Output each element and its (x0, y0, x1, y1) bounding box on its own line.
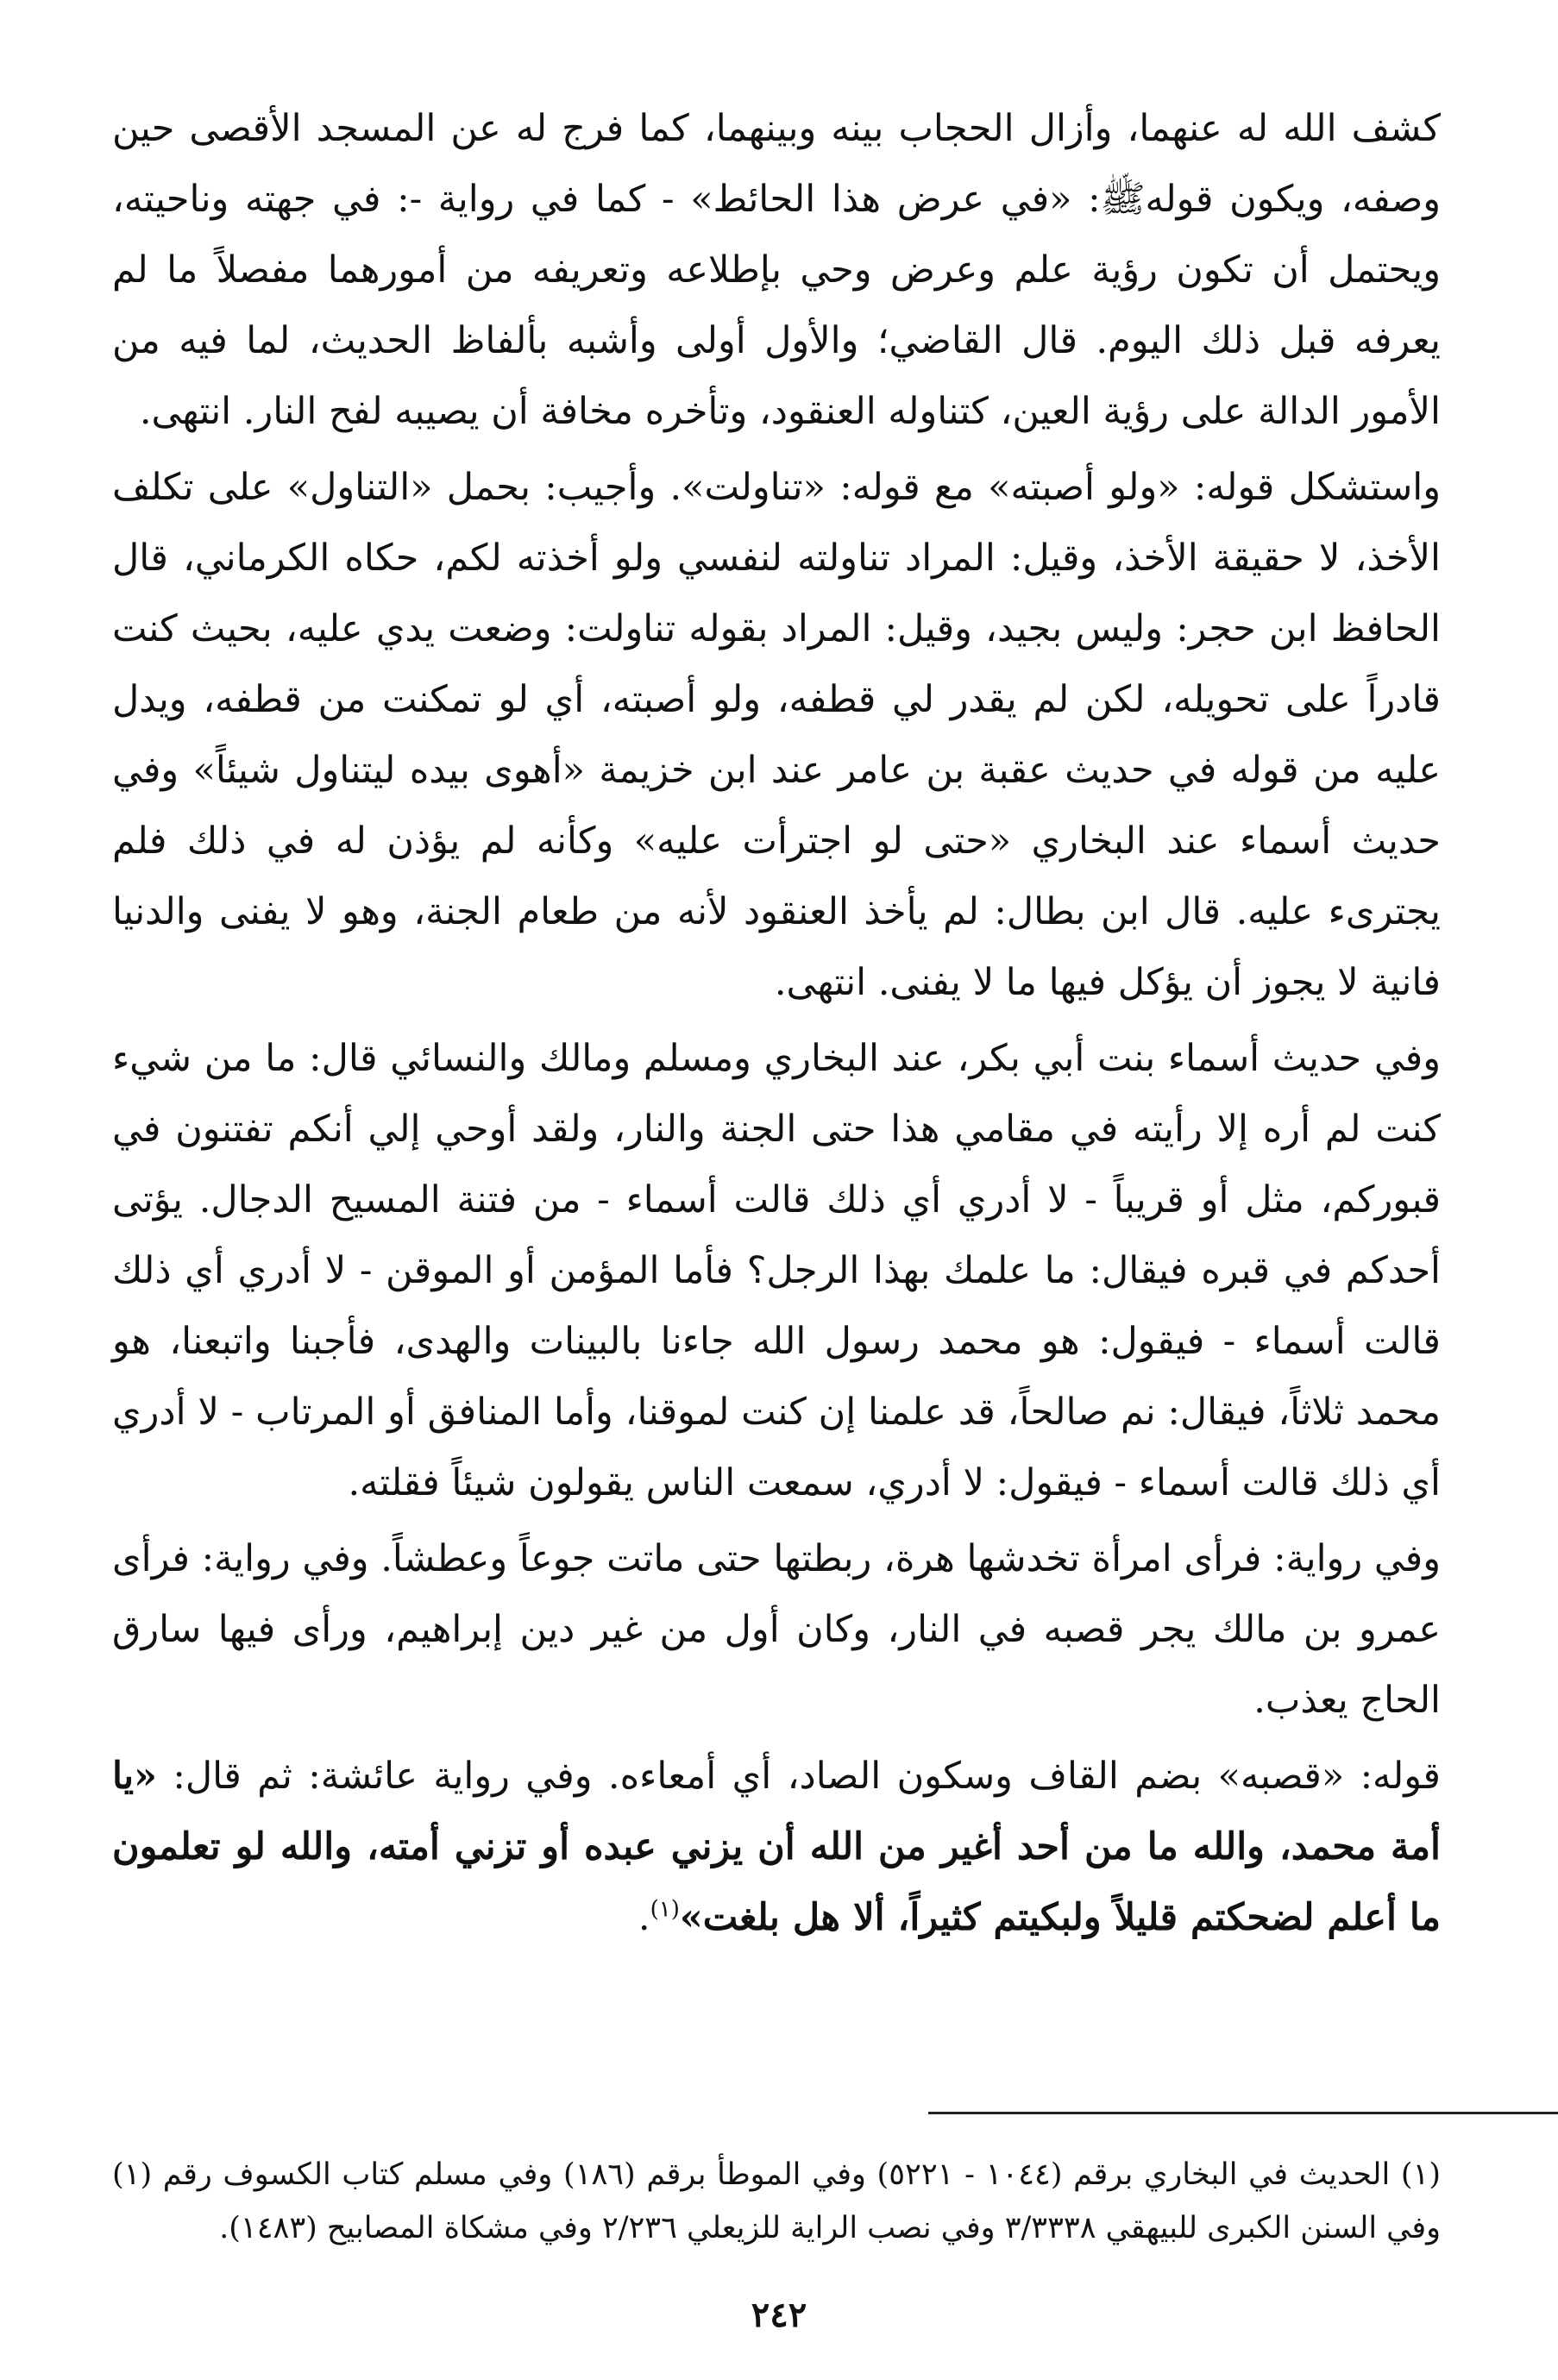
paragraph-5 (112, 1741, 1441, 1953)
paragraph-3: وفي حديث أسماء بنت أبي بكر، عند البخاري ومسلم ومالك والنسائي قال: ما من شيء كنت لم أره إلا رأيته في مقامي هذا حتى الجنة والنار، ولقد أوحي إلي أنكم تفتنون في قبوركم، مثل أو قريباً - لا أدري أي ذلك قالت أسماء - من فتنة المسيح الدجال. يؤتى أحدكم في قبره فيقال: ما علمك بهذا الرجل؟ فأما المؤمن أو الموقن - لا أدري أي ذلك قالت أسماء - فيقول: هو محمد رسول الله جاءنا بالبينات والهدى، فأجبنا واتبعنا، هو محمد ثلاثاً، فيقال: نم صالحاً، قد علمنا إن كنت لموقنا، وأما المنافق أو المرتاب - لا أدري أي ذلك قالت أسماء - فيقول: لا أدري، سمعت الناس يقولون شيئاً فقلته. (112, 1037, 1441, 1504)
footnote-reference: (١) (650, 1896, 680, 1923)
hadith-quote: «يا أمة محمد، والله ما من أحد أغير من الله أن يزني عبده أو تزني أمته، والله لو تعلمون ما أعلم لضحكتم قليلاً ولبكيتم كثيراً، ألا هل بلغت» (112, 1755, 1441, 1939)
footnote-1: (١) الحديث في البخاري برقم (١٠٤٤ - ٥٢٢١) وفي الموطأ برقم (١٨٦) وفي مسلم كتاب الكسوف رقم (١) وفي السنن الكبرى للبيهقي ٣/٣٣٣٨ وفي نصب الراية للزيعلي ٢/٢٣٦ وفي مشكاة المصابيح (١٤٨٣). (112, 2157, 1441, 2245)
paragraph-5-end: . (638, 1896, 650, 1939)
page-body (112, 93, 1441, 1953)
paragraph-4: وفي رواية: فرأى امرأة تخدشها هرة، ربطتها حتى ماتت جوعاً وعطشاً. وفي رواية: فرأى عمرو بن مالك يجر قصبه في النار، وكان أول من غير دين إبراهيم، ورأى فيها سارق الحاج يعذب. (112, 1537, 1441, 1722)
footnote-divider (928, 2112, 1558, 2114)
page-number: ٢٤٢ (751, 2295, 807, 2335)
footnotes (112, 2148, 1441, 2255)
paragraph-1: كشف الله له عنهما، وأزال الحجاب بينه وبينهما، كما فرج له عن المسجد الأقصى حين وصفه، ويكون قولهﷺ: «في عرض هذا الحائط» - كما في رواية -: في جهته وناحيته، ويحتمل أن تكون رؤية علم وعرض وحي بإطلاعه وتعريفه من أمورهما مفصلاً ما لم يعرفه قبل ذلك اليوم. قال القاضي؛ والأول أولى وأشبه بألفاظ الحديث، لما فيه من الأمور الدالة على رؤية العين، كتناوله العنقود، وتأخره مخافة أن يصيبه لفح النار. انتهى. (112, 107, 1441, 433)
paragraph-2: واستشكل قوله: «ولو أصبته» مع قوله: «تناولت». وأجيب: بحمل «التناول» على تكلف الأخذ، لا حقيقة الأخذ، وقيل: المراد تناولته لنفسي ولو أخذته لكم، حكاه الكرماني، قال الحافظ ابن حجر: وليس بجيد، وقيل: المراد بقوله تناولت: وضعت يدي عليه، بحيث كنت قادراً على تحويله، لكن لم يقدر لي قطفه، ولو أصبته، أي لو تمكنت من قطفه، ويدل عليه من قوله في حديث عقبة بن عامر عند ابن خزيمة «أهوى بيده ليتناول شيئاً» وفي حديث أسماء عند البخاري «حتى لو اجترأت عليه» وكأنه لم يؤذن له في ذلك فلم يجترىء عليه. قال ابن بطال: لم يأخذ العنقود لأنه من طعام الجنة، وهو لا يفنى والدنيا فانية لا يجوز أن يؤكل فيها ما لا يفنى. انتهى. (112, 466, 1441, 1004)
paragraph-5-intro: قوله: «قصبه» بضم القاف وسكون الصاد، أي أمعاءه. وفي رواية عائشة: ثم قال: (173, 1755, 1441, 1798)
